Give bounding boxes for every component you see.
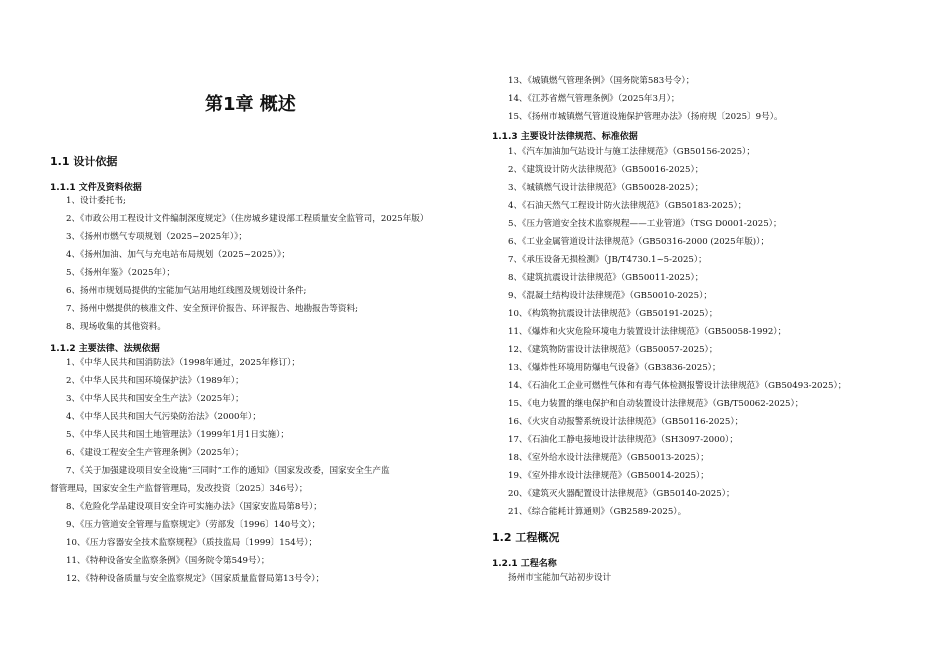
- subsection-heading-1-2-1: 1.2.1 工程名称: [492, 559, 557, 569]
- list-item: 13、《城镇燃气管理条例》（国务院第583号令）；: [508, 76, 695, 86]
- list-item: 6、《工业金属管道设计法律规范》（GB50316-2000 (2025年版)）；: [508, 237, 770, 247]
- list-item: 5、《中华人民共和国土地管理法》（1999年1月1日实施）；: [66, 430, 290, 440]
- section-heading-1-1: 1.1 设计依据: [50, 155, 118, 168]
- list-item: 2、《建筑设计防火法律规范》（GB50016-2025）；: [508, 165, 704, 175]
- subsection-heading-1-1-2: 1.1.2 主要法律、法规依据: [50, 344, 160, 354]
- list-item: 8、《危险化学品建设项目安全许可实施办法》（国家安监局第8号）；: [66, 502, 322, 512]
- list-item: 3、《扬州市燃气专项规划（2025~2025年）》；: [66, 232, 248, 242]
- subsection-heading-1-1-3: 1.1.3 主要设计法律规范、标准依据: [492, 132, 638, 142]
- list-item: 4、《中华人民共和国大气污染防治法》（2000年）；: [66, 412, 261, 422]
- list-item: 11、《爆炸和火灾危险环境电力装置设计法律规范》（GB50058-1992）；: [508, 327, 787, 337]
- list-item: 2、《市政公用工程设计文件编制深度规定》（住房城乡建设部工程质量安全监管司，2025年版）: [66, 214, 429, 224]
- subsection-heading-1-1-1: 1.1.1 文件及资料依据: [50, 183, 142, 193]
- list-item: 17、《石油化工静电接地设计法律规范》（SH3097-2000）；: [508, 435, 738, 445]
- list-item: 13、《爆炸性环境用防爆电气设备》（GB3836-2025）；: [508, 363, 721, 373]
- list-item: 15、《扬州市城镇燃气管道设施保护管理办法》（扬府规〔2025〕9号）。: [508, 112, 783, 122]
- list-item: 6、扬州市规划局提供的宝能加气站用地红线图及规划设计条件;: [66, 286, 307, 296]
- list-item: 3、《城镇燃气设计法律规范》（GB50028-2025）；: [508, 183, 704, 193]
- list-item: 5、《扬州年鉴》（2025年）；: [66, 268, 175, 278]
- list-item: 7、《承压设备无损检测》（JB/T4730.1~5-2025）；: [508, 255, 707, 265]
- list-item: 4、《扬州加油、加气与充电站布局规划（2025~2025）》；: [66, 250, 290, 260]
- list-item: 2、《中华人民共和国环境保护法》（1989年）；: [66, 376, 244, 386]
- list-item: 8、现场收集的其他资料。: [66, 322, 166, 332]
- list-item: 10、《构筑物抗震设计法律规范》（GB50191-2025）；: [508, 309, 718, 319]
- section-heading-1-2: 1.2 工程概况: [492, 531, 560, 544]
- list-item: 19、《室外排水设计法律规范》（GB50014-2025）；: [508, 471, 709, 481]
- list-item: 1、设计委托书;: [66, 196, 126, 206]
- list-item: 14、《石油化工企业可燃性气体和有毒气体检测报警设计法律规范》（GB50493-2025）；: [508, 381, 847, 391]
- list-item: 12、《特种设备质量与安全监察规定》（国家质量监督局第13号令）；: [66, 574, 325, 584]
- list-item: 3、《中华人民共和国安全生产法》（2025年）；: [66, 394, 244, 404]
- project-name: 扬州市宝能加气站初步设计: [508, 573, 612, 583]
- list-item: 7、《关于加强建设项目安全设施“三同时”工作的通知》（国家发改委，国家安全生产监: [66, 466, 390, 476]
- list-item: 5、《压力管道安全技术监察规程——工业管道》（TSG D0001-2025）；: [508, 219, 782, 229]
- list-item: 9、《压力管道安全管理与监察规定》（劳部发〔1996〕140号文）；: [66, 520, 321, 530]
- list-item: 14、《江苏省燃气管理条例》（2025年3月）；: [508, 94, 680, 104]
- list-item: 11、《特种设备安全监察条例》（国务院令第549号）；: [66, 556, 270, 566]
- list-item: 6、《建设工程安全生产管理条例》（2025年）；: [66, 448, 244, 458]
- list-item: 16、《火灾自动报警系统设计法律规范》（GB50116-2025）；: [508, 417, 744, 427]
- list-item: 12、《建筑物防雷设计法律规范》（GB50057-2025）；: [508, 345, 718, 355]
- list-item: 1、《汽车加油加气站设计与施工法律规范》（GB50156-2025）；: [508, 147, 755, 157]
- list-item: 1、《中华人民共和国消防法》（1998年通过，2025年修订）；: [66, 358, 300, 368]
- list-item: 20、《建筑灭火器配置设计法律规范》（GB50140-2025）；: [508, 489, 735, 499]
- list-item: 15、《电力装置的继电保护和自动装置设计法律规范》（GB/T50062-2025）；: [508, 399, 804, 409]
- list-item: 18、《室外给水设计法律规范》（GB50013-2025）；: [508, 453, 709, 463]
- list-item: 7、扬州中燃提供的核准文件、安全预评价报告、环评报告、地勘报告等资料;: [66, 304, 358, 314]
- list-item: 10、《压力容器安全技术监察规程》（质技监局〔1999〕154号）；: [66, 538, 318, 548]
- list-item: 9、《混凝土结构设计法律规范》（GB50010-2025）；: [508, 291, 712, 301]
- list-item: 21、《综合能耗计算通则》（GB2589-2025）。: [508, 507, 687, 517]
- list-item-continuation: 督管理局，国家安全生产监督管理局，发改投资〔2025〕346号）；: [50, 484, 308, 494]
- list-item: 8、《建筑抗震设计法律规范》（GB50011-2025）；: [508, 273, 704, 283]
- chapter-title: 第1章 概述: [205, 94, 296, 115]
- list-item: 4、《石油天然气工程设计防火法律规范》（GB50183-2025）；: [508, 201, 747, 211]
